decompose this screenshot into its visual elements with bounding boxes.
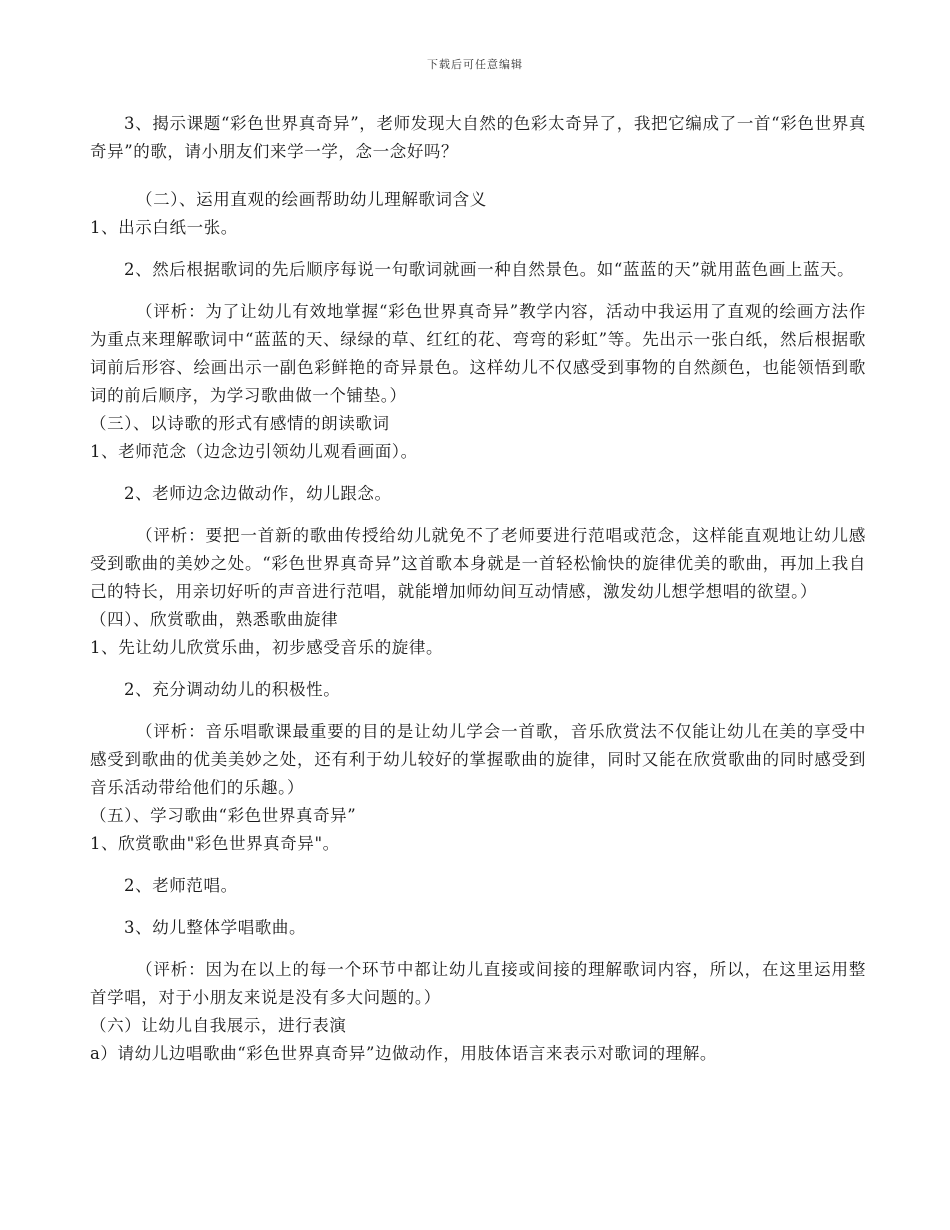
list-item: 1、出示白纸一张。: [90, 218, 238, 237]
list-item: 1、欣赏歌曲"彩色世界真奇异"。: [90, 834, 340, 853]
commentary-paragraph: （评析：因为在以上的每一个环节中都让幼儿直接或间接的理解歌词内容，所以，在这里运用整首学唱，对于小朋友来说是没有多大问题的。）: [90, 960, 866, 1007]
section-heading-5: （五）、学习歌曲“彩色世界真奇异”: [90, 806, 357, 825]
list-item: 1、老师范念（边念边引领幼儿观看画面）。: [90, 442, 418, 461]
list-item: a）请幼儿边唱歌曲“彩色世界真奇异”边做动作，用肢体语言来表示对歌词的理解。: [90, 1044, 718, 1063]
commentary-paragraph: （评析：要把一首新的歌曲传授给幼儿就免不了老师要进行范唱或范念，这样能直观地让幼儿感受到歌曲的美妙之处。“彩色世界真奇异”这首歌本身就是一首轻松愉快的旋律优美的歌曲，再加上我自己的特长，用亲切好听的声音进行范唱，就能增加师幼间互动情感，激发幼儿想学想唱的欲望。）: [90, 526, 866, 601]
section-heading-3: （三）、以诗歌的形式有感情的朗读歌词: [90, 414, 390, 433]
section-heading-6: （六）让幼儿自我展示，进行表演: [90, 1016, 347, 1035]
list-item: 2、老师范唱。: [124, 876, 238, 895]
section-heading-4: （四）、欣赏歌曲，熟悉歌曲旋律: [90, 610, 339, 629]
paragraph-reveal-topic: 3、揭示课题“彩色世界真奇异”，老师发现大自然的色彩太奇异了，我把它编成了一首“彩色世界真奇异”的歌，请小朋友们来学一学，念一念好吗？: [90, 114, 866, 161]
commentary-paragraph: （评析：为了让幼儿有效地掌握“彩色世界真奇异”教学内容，活动中我运用了直观的绘画方法作为重点来理解歌词中“蓝蓝的天、绿绿的草、红红的花、弯弯的彩虹”等。先出示一张白纸，然后根据歌词前后形容、绘画出示一副色彩鲜艳的奇异景色。这样幼儿不仅感受到事物的自然颜色，也能领悟到歌词的前后顺序，为学习歌曲做一个铺垫。）: [90, 302, 866, 405]
page-header: 下载后可任意编辑: [427, 58, 523, 71]
list-item: 1、先让幼儿欣赏乐曲，初步感受音乐的旋律。: [90, 638, 444, 657]
section-heading-2: （二）、运用直观的绘画帮助幼儿理解歌词含义: [136, 190, 487, 209]
document-body: [90, 110, 866, 1068]
list-item: 2、老师边念边做动作，幼儿跟念。: [124, 484, 392, 503]
list-item: 3、幼儿整体学唱歌曲。: [124, 918, 307, 937]
list-item: 2、充分调动幼儿的积极性。: [124, 680, 341, 699]
commentary-paragraph: （评析：音乐唱歌课最重要的目的是让幼儿学会一首歌，音乐欣赏法不仅能让幼儿在美的享受中感受到歌曲的优美美妙之处，还有利于幼儿较好的掌握歌曲的旋律，同时又能在欣赏歌曲的同时感受到音乐活动带给他们的乐趣。）: [90, 722, 866, 797]
list-item: 2、然后根据歌词的先后顺序每说一句歌词就画一种自然景色。如“蓝蓝的天”就用蓝色画上蓝天。: [124, 260, 855, 279]
